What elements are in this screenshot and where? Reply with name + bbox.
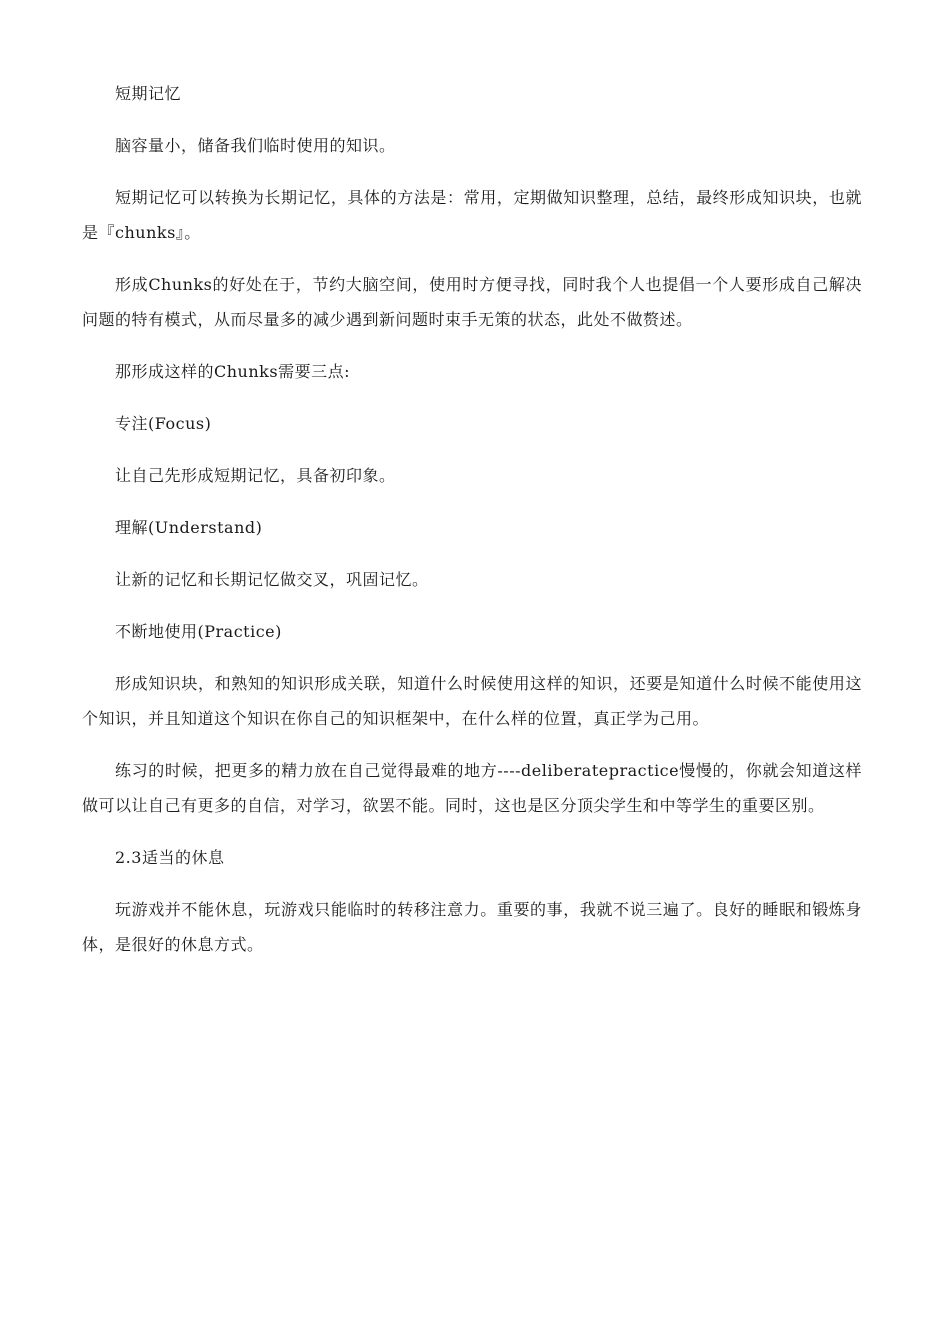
item-practice: 不断地使用(Practice) bbox=[115, 622, 282, 641]
item-focus-description: 让自己先形成短期记忆，具备初印象。 bbox=[115, 466, 396, 485]
heading-short-term-memory: 短期记忆 bbox=[115, 84, 182, 103]
section-heading-rest: 2.3适当的休息 bbox=[115, 848, 225, 867]
paragraph-short-term-capacity: 脑容量小，储备我们临时使用的知识。 bbox=[115, 136, 396, 155]
item-practice-description: 形成知识块，和熟知的知识形成关联，知道什么时候使用这样的知识，还要是知道什么时候不能使用这个知识，并且知道这个知识在你自己的知识框架中，在什么样的位置，真正学为己用。 bbox=[82, 674, 862, 728]
item-focus: 专注(Focus) bbox=[115, 414, 212, 433]
paragraph-rest-methods: 玩游戏并不能休息，玩游戏只能临时的转移注意力。重要的事，我就不说三遍了。良好的睡眠和锻炼身体，是很好的休息方式。 bbox=[82, 900, 862, 954]
paragraph-conversion-method: 短期记忆可以转换为长期记忆，具体的方法是：常用，定期做知识整理，总结，最终形成知识块，也就是『chunks』。 bbox=[82, 188, 862, 242]
paragraph-three-points-intro: 那形成这样的Chunks需要三点: bbox=[115, 362, 350, 381]
paragraph-deliberate-practice: 练习的时候，把更多的精力放在自己觉得最难的地方----deliberatepractice慢慢的，你就会知道这样做可以让自己有更多的自信，对学习，欲罢不能。同时，这也是区分顶尖学生和中等学生的重要区别。 bbox=[82, 761, 862, 815]
paragraph-chunks-benefits: 形成Chunks的好处在于，节约大脑空间，使用时方便寻找，同时我个人也提倡一个人要形成自己解决问题的特有模式，从而尽量多的减少遇到新问题时束手无策的状态，此处不做赘述。 bbox=[82, 275, 862, 329]
item-understand: 理解(Understand) bbox=[115, 518, 263, 537]
document-body bbox=[82, 76, 862, 979]
item-understand-description: 让新的记忆和长期记忆做交叉，巩固记忆。 bbox=[115, 570, 429, 589]
